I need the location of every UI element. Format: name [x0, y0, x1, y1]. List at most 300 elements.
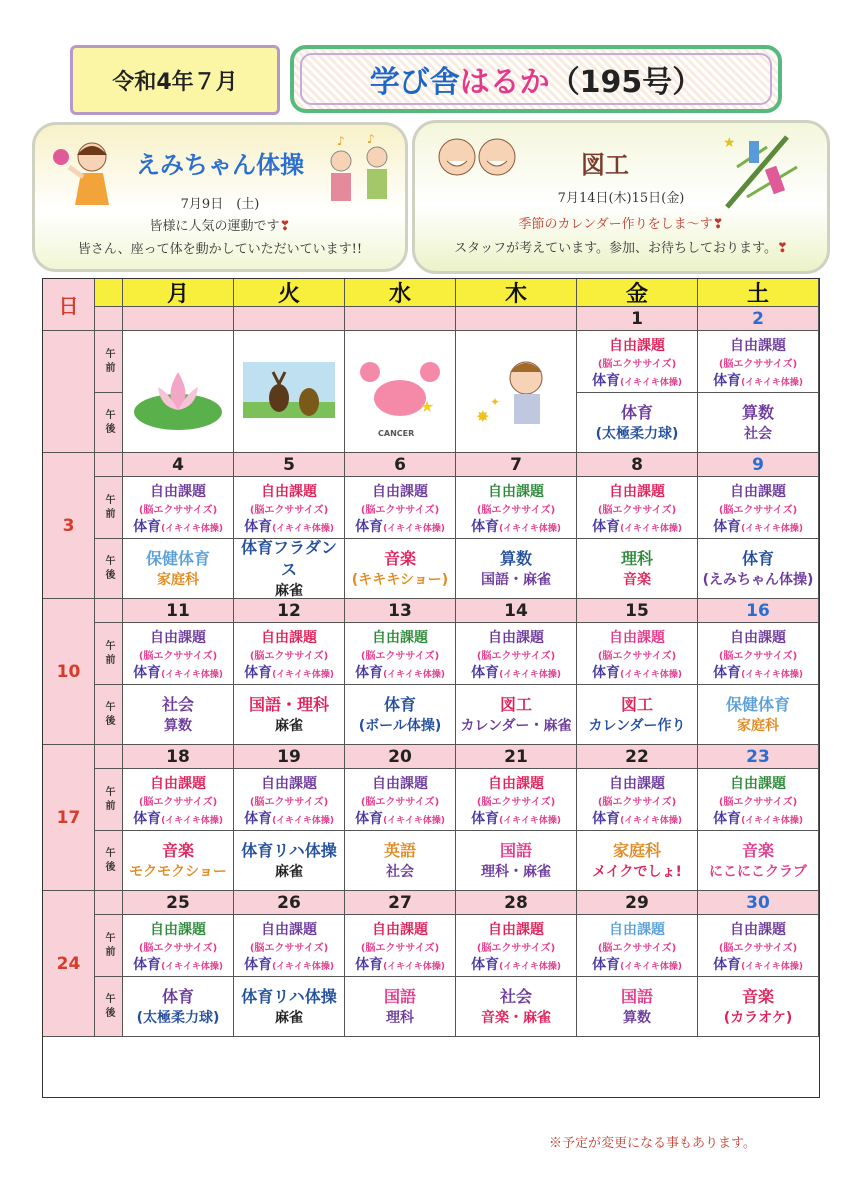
pe-label [345, 808, 455, 828]
pm-label: 午後 [95, 977, 123, 1037]
pm-activity-sub: 麻雀 [275, 863, 303, 880]
pm-activity-cell [698, 977, 819, 1037]
event1-date: 7月9日 (土) [180, 197, 260, 212]
pe-sub-text: (イキイキ体操) [620, 816, 682, 826]
date-cell: 19 [234, 745, 345, 769]
pe-label [123, 662, 233, 682]
pe-sub-text: (イキイキ体操) [741, 816, 803, 826]
pm-activity-sub: 家庭科 [157, 571, 199, 588]
pm-activity-main: 体育フラダンス [240, 537, 337, 579]
event2-line2: スタッフが考えています。参加、お待ちしております。❣ [454, 241, 788, 256]
pm-activity-cell [234, 539, 345, 599]
event1-line1: 皆様に人気の運動です❣ [149, 219, 291, 234]
am-activity-cell [456, 769, 577, 831]
pe-text: 体育 [355, 811, 384, 827]
pe-sub-text: (イキイキ体操) [741, 962, 803, 972]
pe-sub-text: (イキイキ体操) [383, 524, 445, 534]
pm-activity-sub: (太極柔力球) [595, 425, 679, 442]
day-header-2: 水 [345, 279, 456, 307]
brain-exercise-label: (脳エクササイズ) [597, 651, 677, 662]
pm-activity-sub: 算数 [623, 1009, 651, 1026]
smiling-faces-icon [435, 129, 521, 185]
pe-text: 体育 [244, 665, 273, 681]
pe-label [345, 516, 455, 536]
brain-exercise-label: (脳エクササイズ) [476, 943, 556, 954]
pe-label [345, 662, 455, 682]
free-task-label: 自由課題 [609, 338, 665, 354]
pm-activity-sub: 家庭科 [737, 717, 779, 734]
pm-activity-cell [456, 977, 577, 1037]
pm-activity-main: 算数 [741, 402, 774, 422]
pm-activity-cell [345, 977, 456, 1037]
pm-activity-sub: 算数 [164, 717, 192, 734]
am-label: 午前 [95, 915, 123, 977]
pm-activity-main: 体育リハ体操 [241, 840, 337, 860]
pm-activity-main: 理科 [620, 548, 653, 568]
pm-activity-cell [698, 539, 819, 599]
brain-exercise-label: (脳エクササイズ) [597, 359, 677, 370]
pm-activity-sub: カレンダー・麻雀 [460, 717, 572, 734]
am-activity-cell [698, 915, 819, 977]
brain-exercise-label: (脳エクササイズ) [360, 651, 440, 662]
am-activity-cell [456, 623, 577, 685]
date-cell: 8 [577, 453, 698, 477]
pm-activity-cell [698, 831, 819, 891]
free-task-label: 自由課題 [609, 922, 665, 938]
pm-activity-cell [345, 539, 456, 599]
pm-activity-main: 体育 [383, 694, 416, 714]
pe-label [123, 954, 233, 974]
pm-activity-sub: (えみちゃん体操) [702, 571, 814, 588]
am-activity-cell [456, 915, 577, 977]
title-part-1: 学び舎 [369, 65, 460, 100]
lotus-flower-icon [128, 342, 228, 442]
brain-exercise-label: (脳エクササイズ) [249, 797, 329, 808]
pm-activity-sub: 社会 [744, 425, 772, 442]
am-activity-cell [234, 769, 345, 831]
pm-activity-sub: 音楽 [623, 571, 651, 588]
pe-label [698, 808, 818, 828]
pe-label [456, 808, 576, 828]
pm-activity-sub: (キキキショー) [351, 571, 449, 588]
illustration-cell [456, 331, 577, 453]
pe-text: 体育 [133, 519, 162, 535]
pm-activity-main: 国語・理科 [248, 694, 329, 714]
date-cell: 25 [123, 891, 234, 915]
pm-activity-sub: (太極柔力球) [136, 1009, 220, 1026]
pm-activity-cell [456, 685, 577, 745]
free-task-label: 自由課題 [261, 922, 317, 938]
date-cell: 30 [698, 891, 819, 915]
pe-text: 体育 [133, 811, 162, 827]
pe-label [234, 808, 344, 828]
pe-sub-text: (イキイキ体操) [383, 670, 445, 680]
date-cell: 29 [577, 891, 698, 915]
pe-text: 体育 [713, 373, 742, 389]
date-cell: 1 [577, 307, 698, 331]
pe-label [234, 954, 344, 974]
brain-exercise-label: (脳エクササイズ) [718, 943, 798, 954]
brain-exercise-label: (脳エクササイズ) [597, 943, 677, 954]
pm-activity-sub: モクモクショー [129, 863, 227, 880]
free-task-label: 自由課題 [150, 776, 206, 792]
pe-text: 体育 [355, 665, 384, 681]
pm-label: 午後 [95, 539, 123, 599]
brain-exercise-label: (脳エクササイズ) [476, 651, 556, 662]
pm-activity-sub: メイクでしょ! [592, 863, 682, 880]
pm-label: 午後 [95, 831, 123, 891]
pe-text: 体育 [133, 957, 162, 973]
illustration-cell [123, 331, 234, 453]
brain-exercise-label: (脳エクササイズ) [597, 797, 677, 808]
pm-activity-main: 国語 [383, 986, 416, 1006]
pe-label [698, 370, 818, 390]
brain-exercise-label: (脳エクササイズ) [360, 505, 440, 516]
svg-text:♪: ♪ [367, 132, 375, 146]
header-spacer [95, 279, 123, 307]
brain-exercise-label: (脳エクササイズ) [718, 359, 798, 370]
brain-exercise-label: (脳エクササイズ) [138, 797, 218, 808]
pm-activity-sub: 社会 [386, 863, 414, 880]
sunday-cell: 10 [43, 599, 95, 745]
pm-activity-sub: 麻雀 [275, 582, 303, 599]
pe-text: 体育 [244, 519, 273, 535]
date-cell [234, 307, 345, 331]
pm-activity-main: 体育リハ体操 [241, 986, 337, 1006]
day-header-1: 火 [234, 279, 345, 307]
am-activity-cell [123, 477, 234, 539]
event1-title: えみちゃん体操 [136, 151, 304, 179]
svg-text:CANCER: CANCER [378, 428, 415, 438]
pe-label [123, 516, 233, 536]
pe-label [123, 808, 233, 828]
schedule-calendar [42, 278, 820, 1098]
am-activity-cell [234, 915, 345, 977]
date-cell: 16 [698, 599, 819, 623]
pm-activity-main: 図工 [499, 694, 532, 714]
pm-activity-main: 体育 [161, 986, 194, 1006]
pe-text: 体育 [471, 957, 500, 973]
brain-exercise-label: (脳エクササイズ) [360, 797, 440, 808]
pe-text: 体育 [471, 811, 500, 827]
brain-exercise-label: (脳エクササイズ) [138, 943, 218, 954]
free-task-label: 自由課題 [730, 776, 786, 792]
event2-title: 図工 [581, 151, 629, 179]
am-label: 午前 [95, 769, 123, 831]
pm-activity-cell [698, 685, 819, 745]
am-activity-cell [577, 769, 698, 831]
pe-sub-text: (イキイキ体操) [272, 962, 334, 972]
pe-text: 体育 [592, 373, 621, 389]
pm-activity-main: 体育 [620, 402, 653, 422]
pm-activity-cell [456, 831, 577, 891]
pm-activity-main: 体育 [741, 548, 774, 568]
pe-label [698, 954, 818, 974]
free-task-label: 自由課題 [372, 484, 428, 500]
date-cell: 4 [123, 453, 234, 477]
brain-exercise-label: (脳エクササイズ) [476, 505, 556, 516]
pm-activity-main: 保健体育 [145, 548, 210, 568]
date-cell: 11 [123, 599, 234, 623]
pm-activity-main: 音楽 [383, 548, 416, 568]
pe-label [698, 516, 818, 536]
date-cell: 13 [345, 599, 456, 623]
am-activity-cell [577, 623, 698, 685]
day-header-0: 月 [123, 279, 234, 307]
pe-sub-text: (イキイキ体操) [499, 670, 561, 680]
sunday-cell: 3 [43, 453, 95, 599]
heart-icon: ❣ [712, 217, 724, 232]
free-task-label: 自由課題 [488, 484, 544, 500]
pm-activity-sub: にこにこクラブ [709, 863, 807, 880]
pm-activity-sub: 音楽・麻雀 [481, 1009, 551, 1026]
date-cell: 28 [456, 891, 577, 915]
pm-activity-sub: 麻雀 [275, 717, 303, 734]
pe-label [456, 954, 576, 974]
am-activity-cell [456, 477, 577, 539]
free-task-label: 自由課題 [609, 630, 665, 646]
date-spacer [95, 307, 123, 331]
pe-label [698, 662, 818, 682]
girl-sparkler-icon [466, 342, 566, 442]
pe-text: 体育 [133, 665, 162, 681]
date-cell: 12 [234, 599, 345, 623]
sunday-cell [43, 331, 95, 453]
pe-text: 体育 [592, 665, 621, 681]
free-task-label: 自由課題 [488, 922, 544, 938]
brain-exercise-label: (脳エクササイズ) [597, 505, 677, 516]
pe-sub-text: (イキイキ体操) [272, 524, 334, 534]
pe-sub-text: (イキイキ体操) [161, 962, 223, 972]
pe-label [234, 662, 344, 682]
am-activity-cell [577, 331, 698, 393]
pm-activity-sub: 理科・麻雀 [481, 863, 551, 880]
pm-activity-cell [577, 977, 698, 1037]
free-task-label: 自由課題 [150, 630, 206, 646]
heart-icon: ❣ [777, 241, 788, 256]
title-part-2: はるか [459, 65, 550, 100]
am-activity-cell [123, 769, 234, 831]
pm-activity-main: 社会 [161, 694, 194, 714]
pe-sub-text: (イキイキ体操) [272, 816, 334, 826]
pm-activity-main: 算数 [499, 548, 532, 568]
pe-sub-text: (イキイキ体操) [499, 524, 561, 534]
pm-label: 午後 [95, 685, 123, 745]
day-header-4: 金 [577, 279, 698, 307]
illustration-cell [234, 331, 345, 453]
svg-text:✸: ✸ [476, 406, 490, 426]
pe-label [577, 370, 697, 390]
pm-activity-main: 英語 [383, 840, 416, 860]
pm-activity-main: 国語 [620, 986, 653, 1006]
brain-exercise-label: (脳エクササイズ) [476, 797, 556, 808]
free-task-label: 自由課題 [730, 484, 786, 500]
pe-text: 体育 [592, 957, 621, 973]
date-cell: 23 [698, 745, 819, 769]
pm-activity-cell [577, 393, 698, 453]
beetle-icon [239, 342, 339, 442]
am-label: 午前 [95, 331, 123, 393]
crab-icon [350, 342, 450, 442]
brain-exercise-label: (脳エクササイズ) [138, 651, 218, 662]
pm-activity-sub: 麻雀 [275, 1009, 303, 1026]
svg-text:✦: ✦ [490, 394, 501, 409]
pe-sub-text: (イキイキ体操) [741, 670, 803, 680]
date-cell: 18 [123, 745, 234, 769]
date-cell: 9 [698, 453, 819, 477]
pm-activity-cell [234, 977, 345, 1037]
am-activity-cell [698, 331, 819, 393]
date-cell [345, 307, 456, 331]
pm-activity-cell [345, 685, 456, 745]
date-cell: 5 [234, 453, 345, 477]
pm-activity-main: 図工 [620, 694, 653, 714]
pm-activity-sub: 理科 [386, 1009, 414, 1026]
pm-activity-cell [234, 831, 345, 891]
brain-exercise-label: (脳エクササイズ) [718, 505, 798, 516]
pe-text: 体育 [244, 957, 273, 973]
change-notice: ※予定が変更になる事もあります。 [549, 1136, 756, 1151]
svg-text:♪: ♪ [337, 134, 345, 148]
pe-text: 体育 [471, 519, 500, 535]
pm-activity-cell [123, 539, 234, 599]
date-spacer [95, 453, 123, 477]
pe-label [577, 516, 697, 536]
pm-activity-sub: カレンダー作り [588, 717, 686, 734]
pe-sub-text: (イキイキ体操) [161, 524, 223, 534]
date-cell: 6 [345, 453, 456, 477]
pe-label [234, 516, 344, 536]
pm-activity-main: 保健体育 [725, 694, 790, 714]
brain-exercise-label: (脳エクササイズ) [718, 651, 798, 662]
free-task-label: 自由課題 [372, 630, 428, 646]
pe-sub-text: (イキイキ体操) [620, 670, 682, 680]
date-cell: 26 [234, 891, 345, 915]
pe-text: 体育 [713, 519, 742, 535]
am-activity-cell [345, 915, 456, 977]
pm-activity-cell [123, 977, 234, 1037]
pm-activity-main: 音楽 [741, 986, 774, 1006]
am-label: 午前 [95, 623, 123, 685]
svg-text:★: ★ [723, 135, 736, 151]
am-activity-cell [577, 915, 698, 977]
free-task-label: 自由課題 [372, 922, 428, 938]
pm-label: 午後 [95, 393, 123, 453]
pe-sub-text: (イキイキ体操) [161, 670, 223, 680]
pe-sub-text: (イキイキ体操) [383, 816, 445, 826]
free-task-label: 自由課題 [488, 776, 544, 792]
event-box-exercise [32, 122, 408, 272]
free-task-label: 自由課題 [488, 630, 544, 646]
free-task-label: 自由課題 [261, 776, 317, 792]
am-label: 午前 [95, 477, 123, 539]
am-activity-cell [123, 915, 234, 977]
day-header-5: 土 [698, 279, 819, 307]
pm-activity-sub: (ボール体操) [358, 717, 442, 734]
am-activity-cell [234, 477, 345, 539]
pe-label [577, 954, 697, 974]
pm-activity-sub: 国語・麻雀 [481, 571, 551, 588]
date-cell: 21 [456, 745, 577, 769]
am-activity-cell [577, 477, 698, 539]
pm-activity-cell [456, 539, 577, 599]
pm-activity-cell [577, 539, 698, 599]
pe-sub-text: (イキイキ体操) [620, 378, 682, 388]
pe-text: 体育 [471, 665, 500, 681]
free-task-label: 自由課題 [609, 484, 665, 500]
free-task-label: 自由課題 [261, 630, 317, 646]
date-spacer [95, 891, 123, 915]
pe-text: 体育 [713, 811, 742, 827]
pe-text: 体育 [592, 811, 621, 827]
pe-sub-text: (イキイキ体操) [499, 816, 561, 826]
newsletter-title [290, 45, 782, 113]
pm-activity-cell [577, 685, 698, 745]
free-task-label: 自由課題 [730, 630, 786, 646]
pe-text: 体育 [592, 519, 621, 535]
pe-sub-text: (イキイキ体操) [741, 524, 803, 534]
pm-activity-sub: (カラオケ) [723, 1009, 793, 1026]
date-cell [123, 307, 234, 331]
pe-text: 体育 [244, 811, 273, 827]
brain-exercise-label: (脳エクササイズ) [249, 505, 329, 516]
free-task-label: 自由課題 [261, 484, 317, 500]
pe-sub-text: (イキイキ体操) [161, 816, 223, 826]
brain-exercise-label: (脳エクササイズ) [718, 797, 798, 808]
pe-text: 体育 [713, 665, 742, 681]
am-activity-cell [345, 623, 456, 685]
am-activity-cell [698, 623, 819, 685]
pe-sub-text: (イキイキ体操) [383, 962, 445, 972]
illustration-cell [345, 331, 456, 453]
date-cell [456, 307, 577, 331]
date-cell: 2 [698, 307, 819, 331]
sunday-cell: 17 [43, 745, 95, 891]
free-task-label: 自由課題 [730, 922, 786, 938]
pe-sub-text: (イキイキ体操) [741, 378, 803, 388]
pm-activity-main: 音楽 [741, 840, 774, 860]
brain-exercise-label: (脳エクササイズ) [138, 505, 218, 516]
sunday-header: 日 [43, 279, 95, 331]
date-cell: 20 [345, 745, 456, 769]
am-activity-cell [345, 477, 456, 539]
date-cell: 14 [456, 599, 577, 623]
pe-label [577, 808, 697, 828]
free-task-label: 自由課題 [150, 922, 206, 938]
date-cell: 15 [577, 599, 698, 623]
pm-activity-cell [577, 831, 698, 891]
brain-exercise-label: (脳エクササイズ) [360, 943, 440, 954]
pe-sub-text: (イキイキ体操) [620, 962, 682, 972]
event1-line2: 皆さん、座って体を動かしていただいています!! [77, 242, 363, 257]
date-spacer [95, 745, 123, 769]
pm-activity-cell [123, 831, 234, 891]
title-issue-number: （195号） [549, 65, 703, 100]
free-task-label: 自由課題 [730, 338, 786, 354]
am-activity-cell [698, 477, 819, 539]
pm-activity-main: 社会 [499, 986, 532, 1006]
free-task-label: 自由課題 [150, 484, 206, 500]
am-activity-cell [345, 769, 456, 831]
pm-activity-cell [345, 831, 456, 891]
pe-sub-text: (イキイキ体操) [272, 670, 334, 680]
pe-text: 体育 [355, 957, 384, 973]
pe-text: 体育 [355, 519, 384, 535]
pe-text: 体育 [713, 957, 742, 973]
sunday-cell: 24 [43, 891, 95, 1037]
pm-activity-cell [123, 685, 234, 745]
pm-activity-main: 国語 [499, 840, 532, 860]
